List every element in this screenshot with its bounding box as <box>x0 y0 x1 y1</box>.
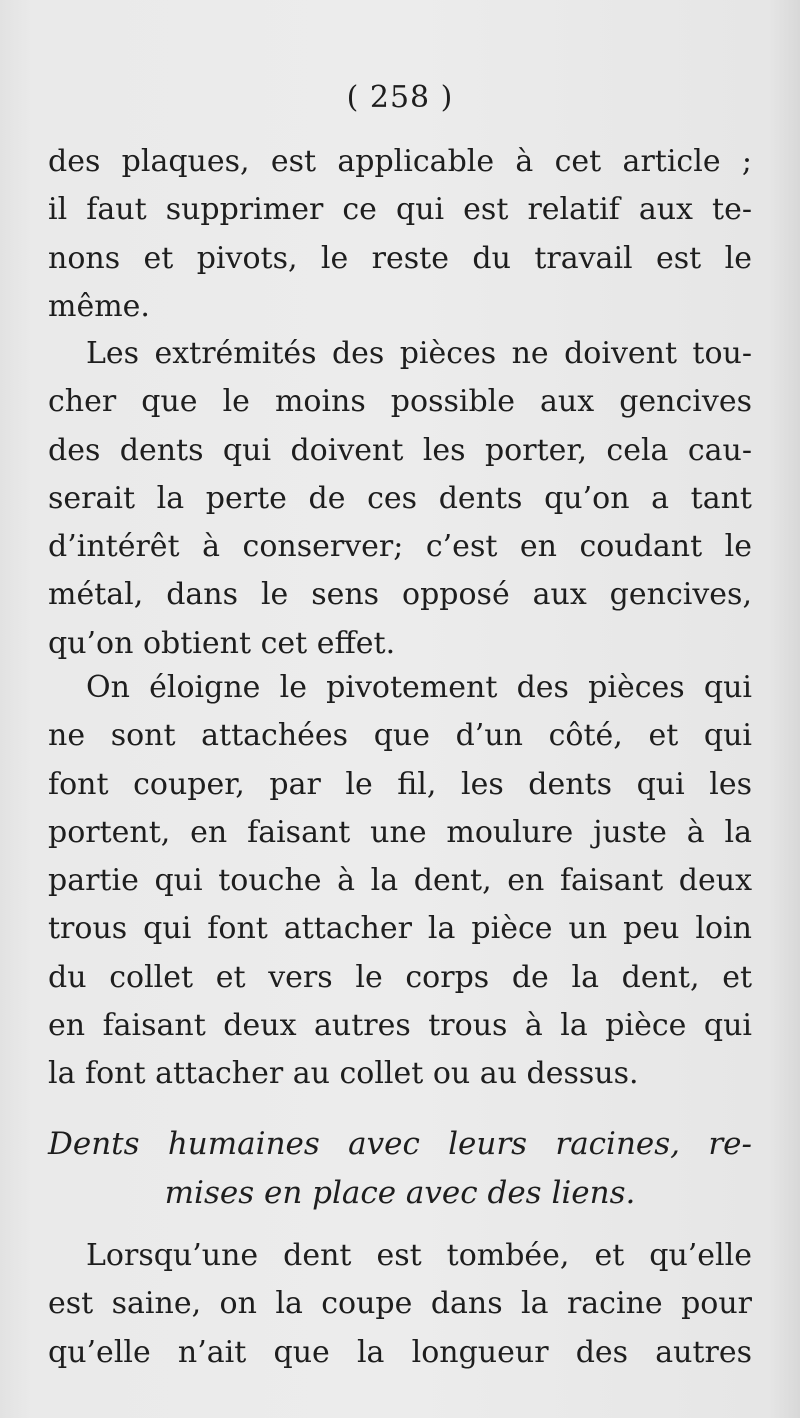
text-line: font couper, par le fil, les dents qui les <box>48 766 752 802</box>
text-line: du collet et vers le corps de la dent, et <box>48 959 752 995</box>
text-line: la font attacher au collet ou au dessus. <box>48 1056 639 1092</box>
text-line: est saine, on la coupe dans la racine pour <box>48 1286 752 1322</box>
text-line: il faut supprimer ce qui est relatif aux te- <box>48 192 752 228</box>
paragraph-1 <box>48 138 752 331</box>
text-line: partie qui touche à la dent, en faisant deux <box>48 863 752 899</box>
text-line: d’intérêt à conserver; c’est en coudant le <box>48 529 752 565</box>
text-line: portent, en faisant une moulure juste à la <box>48 814 752 850</box>
text-line: cher que le moins possible aux gencives <box>48 384 752 420</box>
text-line: des dents qui doivent les porter, cela cau- <box>48 432 752 468</box>
text-line: trous qui font attacher la pièce un peu loin <box>48 911 752 947</box>
section-heading <box>48 1120 752 1218</box>
heading-line: mises en place avec des liens. <box>164 1175 636 1211</box>
text-line: ne sont attachées que d’un côté, et qui <box>48 718 752 754</box>
text-line: Les extrémités des pièces ne doivent tou- <box>86 336 752 371</box>
text-line: qu’on obtient cet effet. <box>48 625 396 661</box>
text-line: nons et pivots, le reste du travail est le <box>48 240 752 276</box>
page-number: ( 258 ) <box>346 80 454 115</box>
text-line: On éloigne le pivotement des pièces qui <box>86 670 752 705</box>
paragraph-4 <box>48 1232 752 1377</box>
text-line: même. <box>48 288 150 324</box>
text-line: en faisant deux autres trous à la pièce qui <box>48 1008 752 1044</box>
text-line: Lorsqu’une dent est tombée, et qu’elle <box>86 1238 752 1273</box>
text-line: serait la perte de ces dents qu’on a tant <box>48 480 752 516</box>
paragraph-2 <box>48 330 752 668</box>
text-line: des plaques, est applicable à cet article ; <box>48 144 752 179</box>
text-line: métal, dans le sens opposé aux gencives, <box>48 577 752 613</box>
paragraph-3 <box>48 664 752 1099</box>
text-line: qu’elle n’ait que la longueur des autres <box>48 1334 752 1370</box>
heading-line: Dents humaines avec leurs racines, re- <box>48 1126 752 1162</box>
